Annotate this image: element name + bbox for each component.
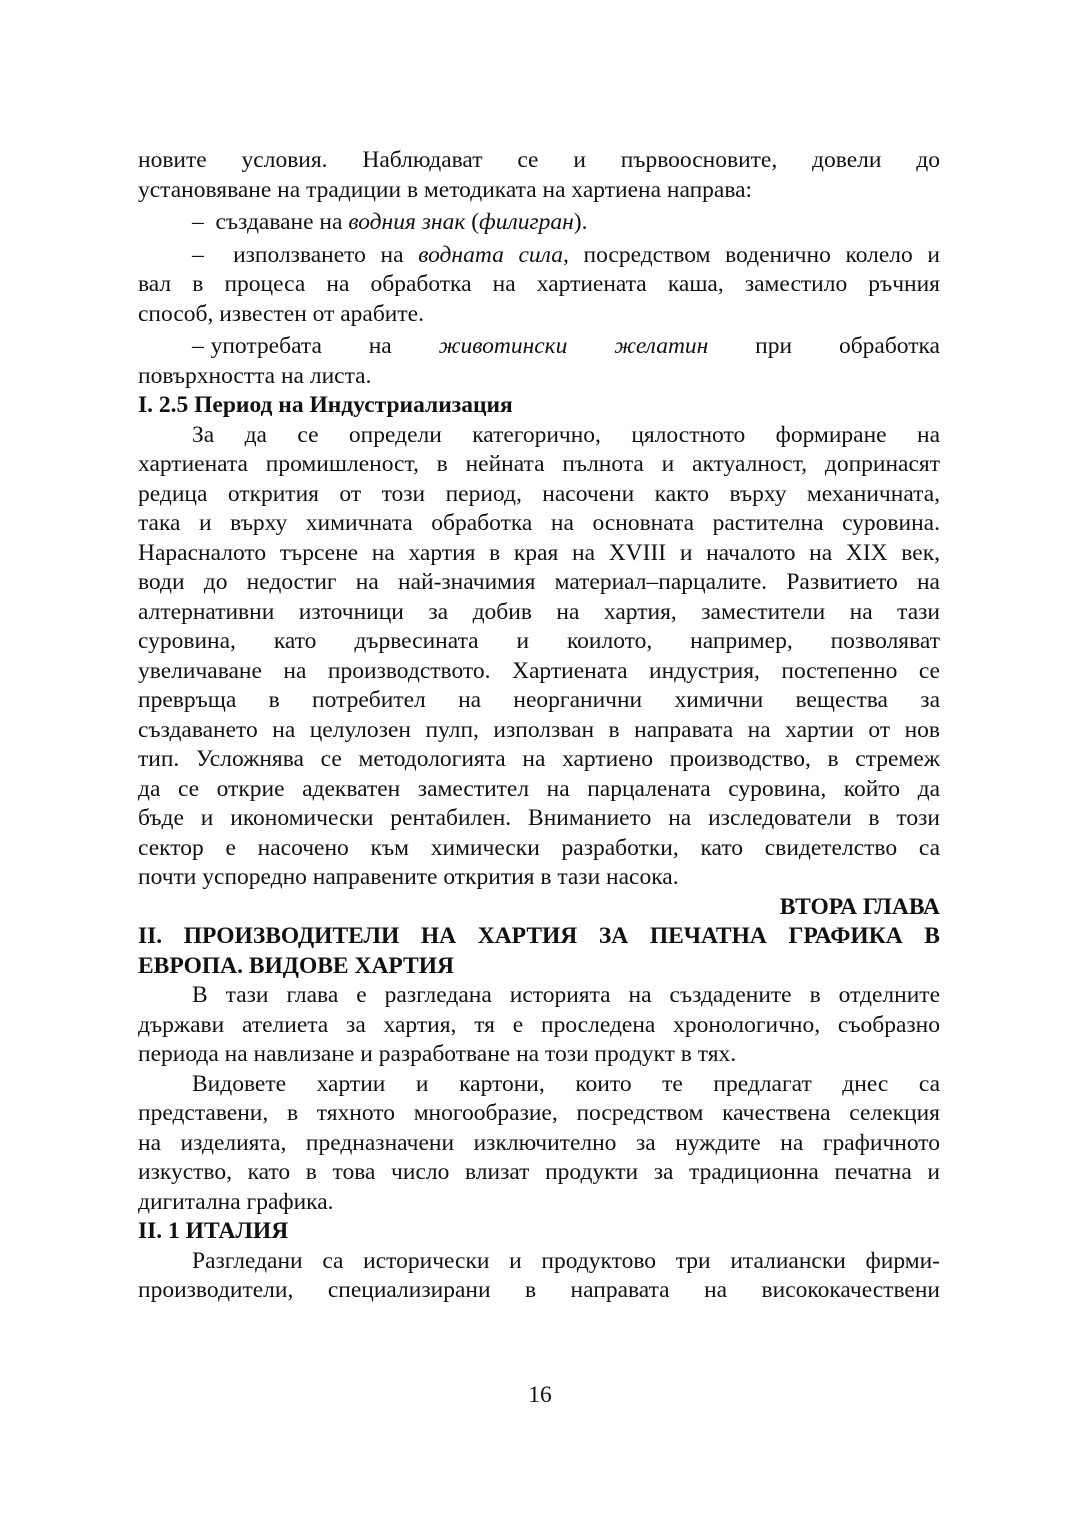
paragraph-line: увеличаване на производството. Хартиената индустрия, постепенно се: [138, 657, 940, 684]
term-water-power: водната сила: [418, 241, 563, 268]
paragraph-line: Видовете хартии и картони, които те предлагат днес са: [192, 1070, 940, 1097]
term-gelatin: животински желатин: [438, 333, 709, 359]
paragraph-line: държави ателиета за хартия, тя е проследена хронологично, съобразно: [138, 1011, 940, 1038]
bullet-gelatin-line-2: повърхността на листа.: [138, 362, 372, 389]
page-number: 16: [528, 1382, 552, 1408]
paragraph-line: изкуство, като в това число влизат продукти за традиционна печатна и: [138, 1159, 940, 1185]
paragraph-line: създаването на целулозен пулп, използван в направата на хартии от нов: [138, 716, 940, 743]
chapter-label: ВТОРА ГЛАВА: [779, 893, 940, 920]
paragraph-line: тип. Усложнява се методологията на хартиено производство, в стремеж: [138, 746, 940, 772]
dash-mark: –: [192, 209, 204, 235]
paragraph-line: Нарасналото търсене на хартия в края на XVIII и началото на XIX век,: [138, 539, 940, 566]
paragraph-line: така и върху химичната обработка на основната растителна суровина.: [138, 510, 940, 536]
paragraph-line: превръща в потребител на неорганични химични вещества за: [138, 687, 940, 713]
chapter-intro-paragraph-1: [138, 981, 940, 1070]
paragraph-line: води до недостиг на най-значимия материал–парцалите. Развитието на: [138, 569, 940, 595]
paragraph-line: почти успоредно направените открития в тази насока.: [138, 864, 679, 890]
paragraph-line: В тази глава е разгледана историята на създадените в отделните: [192, 982, 940, 1008]
document-page: [138, 146, 940, 1306]
section-heading-1-2-5: I. 2.5 Период на Индустриализация: [138, 392, 513, 418]
bullet-water-power-line-2: вал в процеса на обработка на хартиената каша, заместило ръчния: [138, 271, 940, 297]
dash-mark: –: [192, 241, 204, 268]
intro-line-2: установяване на традиции в методиката на хартиена направа:: [138, 176, 753, 203]
bullet-water-power-line-1: – използването на водната сила, посредством воденично колело и: [192, 241, 941, 268]
paragraph-line: редица открития от този период, насочени както върху механичната,: [138, 480, 940, 507]
term-filigree: филигран: [479, 209, 574, 235]
term-watermark: водния знак: [348, 209, 466, 235]
paragraph-line: сектор е насочено към химически разработки, като свидетелство са: [138, 834, 940, 861]
paragraph-line: да се открие адекватен заместител на парцалената суровина, който да: [138, 775, 940, 802]
section-ii-1-paragraph: [138, 1247, 940, 1306]
dash-mark: –: [192, 333, 204, 359]
paragraph-line: производители, специализирани в направата на висококачествени: [138, 1277, 940, 1303]
paragraph-line: Разгледани са исторически и продуктово три италиански фирми-: [192, 1247, 940, 1274]
chapter-title-line-2: ЕВРОПА. ВИДОВЕ ХАРТИЯ: [138, 952, 454, 979]
paragraph-line: хартиената промишленост, в нейната пълнота и актуалност, допринасят: [138, 451, 940, 477]
bullet-gelatin-line-1: – употребата на животински желатин при обработка: [192, 333, 940, 359]
paragraph-line: периода на навлизане и разработване на този продукт в тях.: [138, 1041, 737, 1067]
section-1-2-5-paragraph: [138, 421, 940, 893]
chapter-title-line-1: II. ПРОИЗВОДИТЕЛИ НА ХАРТИЯ ЗА ПЕЧАТНА ГРАФИКА В: [138, 923, 940, 949]
paragraph-line: дигитална графика.: [138, 1188, 334, 1215]
paragraph-line: За да се определи категорично, цялостното формиране на: [192, 421, 940, 448]
paragraph-line: представени, в тяхното многообразие, посредством качествена селекция: [138, 1100, 940, 1126]
paragraph-line: алтернативни източници за добив на хартия, заместители на тази: [138, 598, 940, 625]
paragraph-line: суровина, като дървесината и коилото, например, позволяват: [138, 628, 940, 654]
bullet-water-power-line-3: способ, известен от арабите.: [138, 300, 424, 327]
paragraph-line: на изделията, предназначени изключително за нуждите на графичното: [138, 1129, 940, 1156]
chapter-intro-paragraph-2: [138, 1070, 940, 1218]
section-heading-ii-1: II. 1 ИТАЛИЯ: [138, 1218, 289, 1244]
intro-line-1: новите условия. Наблюдават се и първоосновите, довели до: [138, 147, 940, 173]
bullet-watermark: – създаване на водния знак (филигран).: [192, 209, 588, 235]
paragraph-line: бъде и икономически рентабилен. Вниманието на изследователи в този: [138, 805, 940, 831]
